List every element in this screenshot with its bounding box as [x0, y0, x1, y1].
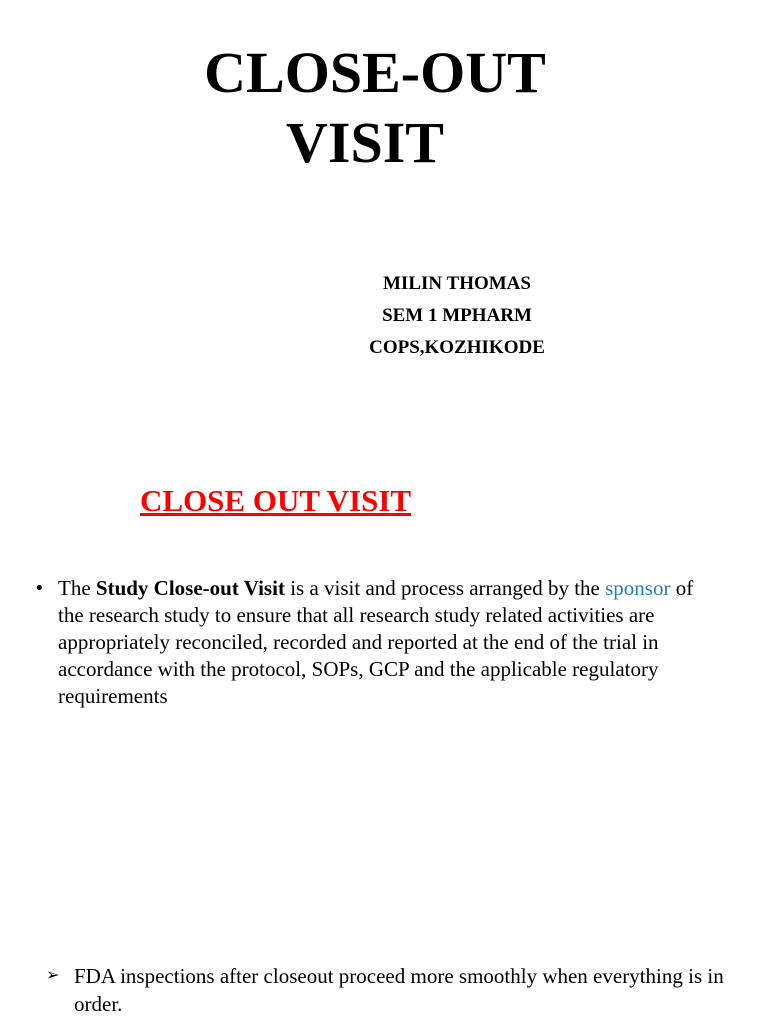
definition-bullet — [34, 575, 724, 710]
author-course: SEM 1 MPHARM — [382, 305, 532, 326]
definition-text-after: of the research study to ensure that all research study related activities are appropriately reconciled, recorded and reported at the end of the trial in accordance with the protocol, SOPs, GCP and the applicable regulatory requirements — [58, 576, 694, 708]
definition-text-middle: is a visit and process arranged by the — [284, 576, 606, 600]
definition-text — [58, 575, 724, 710]
definition-text-before: The — [58, 576, 96, 600]
arrow-bullet-icon: ➢ — [46, 965, 60, 984]
point-arrow-bullet — [46, 962, 736, 1018]
bullet-dot-icon: • — [34, 578, 45, 599]
title-line-1: CLOSE-OUT — [204, 40, 546, 105]
author-college: COPS,KOZHIKODE — [369, 337, 545, 358]
point-text: FDA inspections after closeout proceed more smoothly when everything is in order. — [74, 964, 724, 1016]
author-name: MILIN THOMAS — [383, 273, 531, 294]
definition-bold-term: Study Close-out Visit — [95, 576, 285, 600]
sponsor-link[interactable]: sponsor — [605, 576, 671, 600]
section-heading: CLOSE OUT VISIT — [140, 483, 412, 518]
title-line-2: VISIT — [286, 110, 444, 175]
